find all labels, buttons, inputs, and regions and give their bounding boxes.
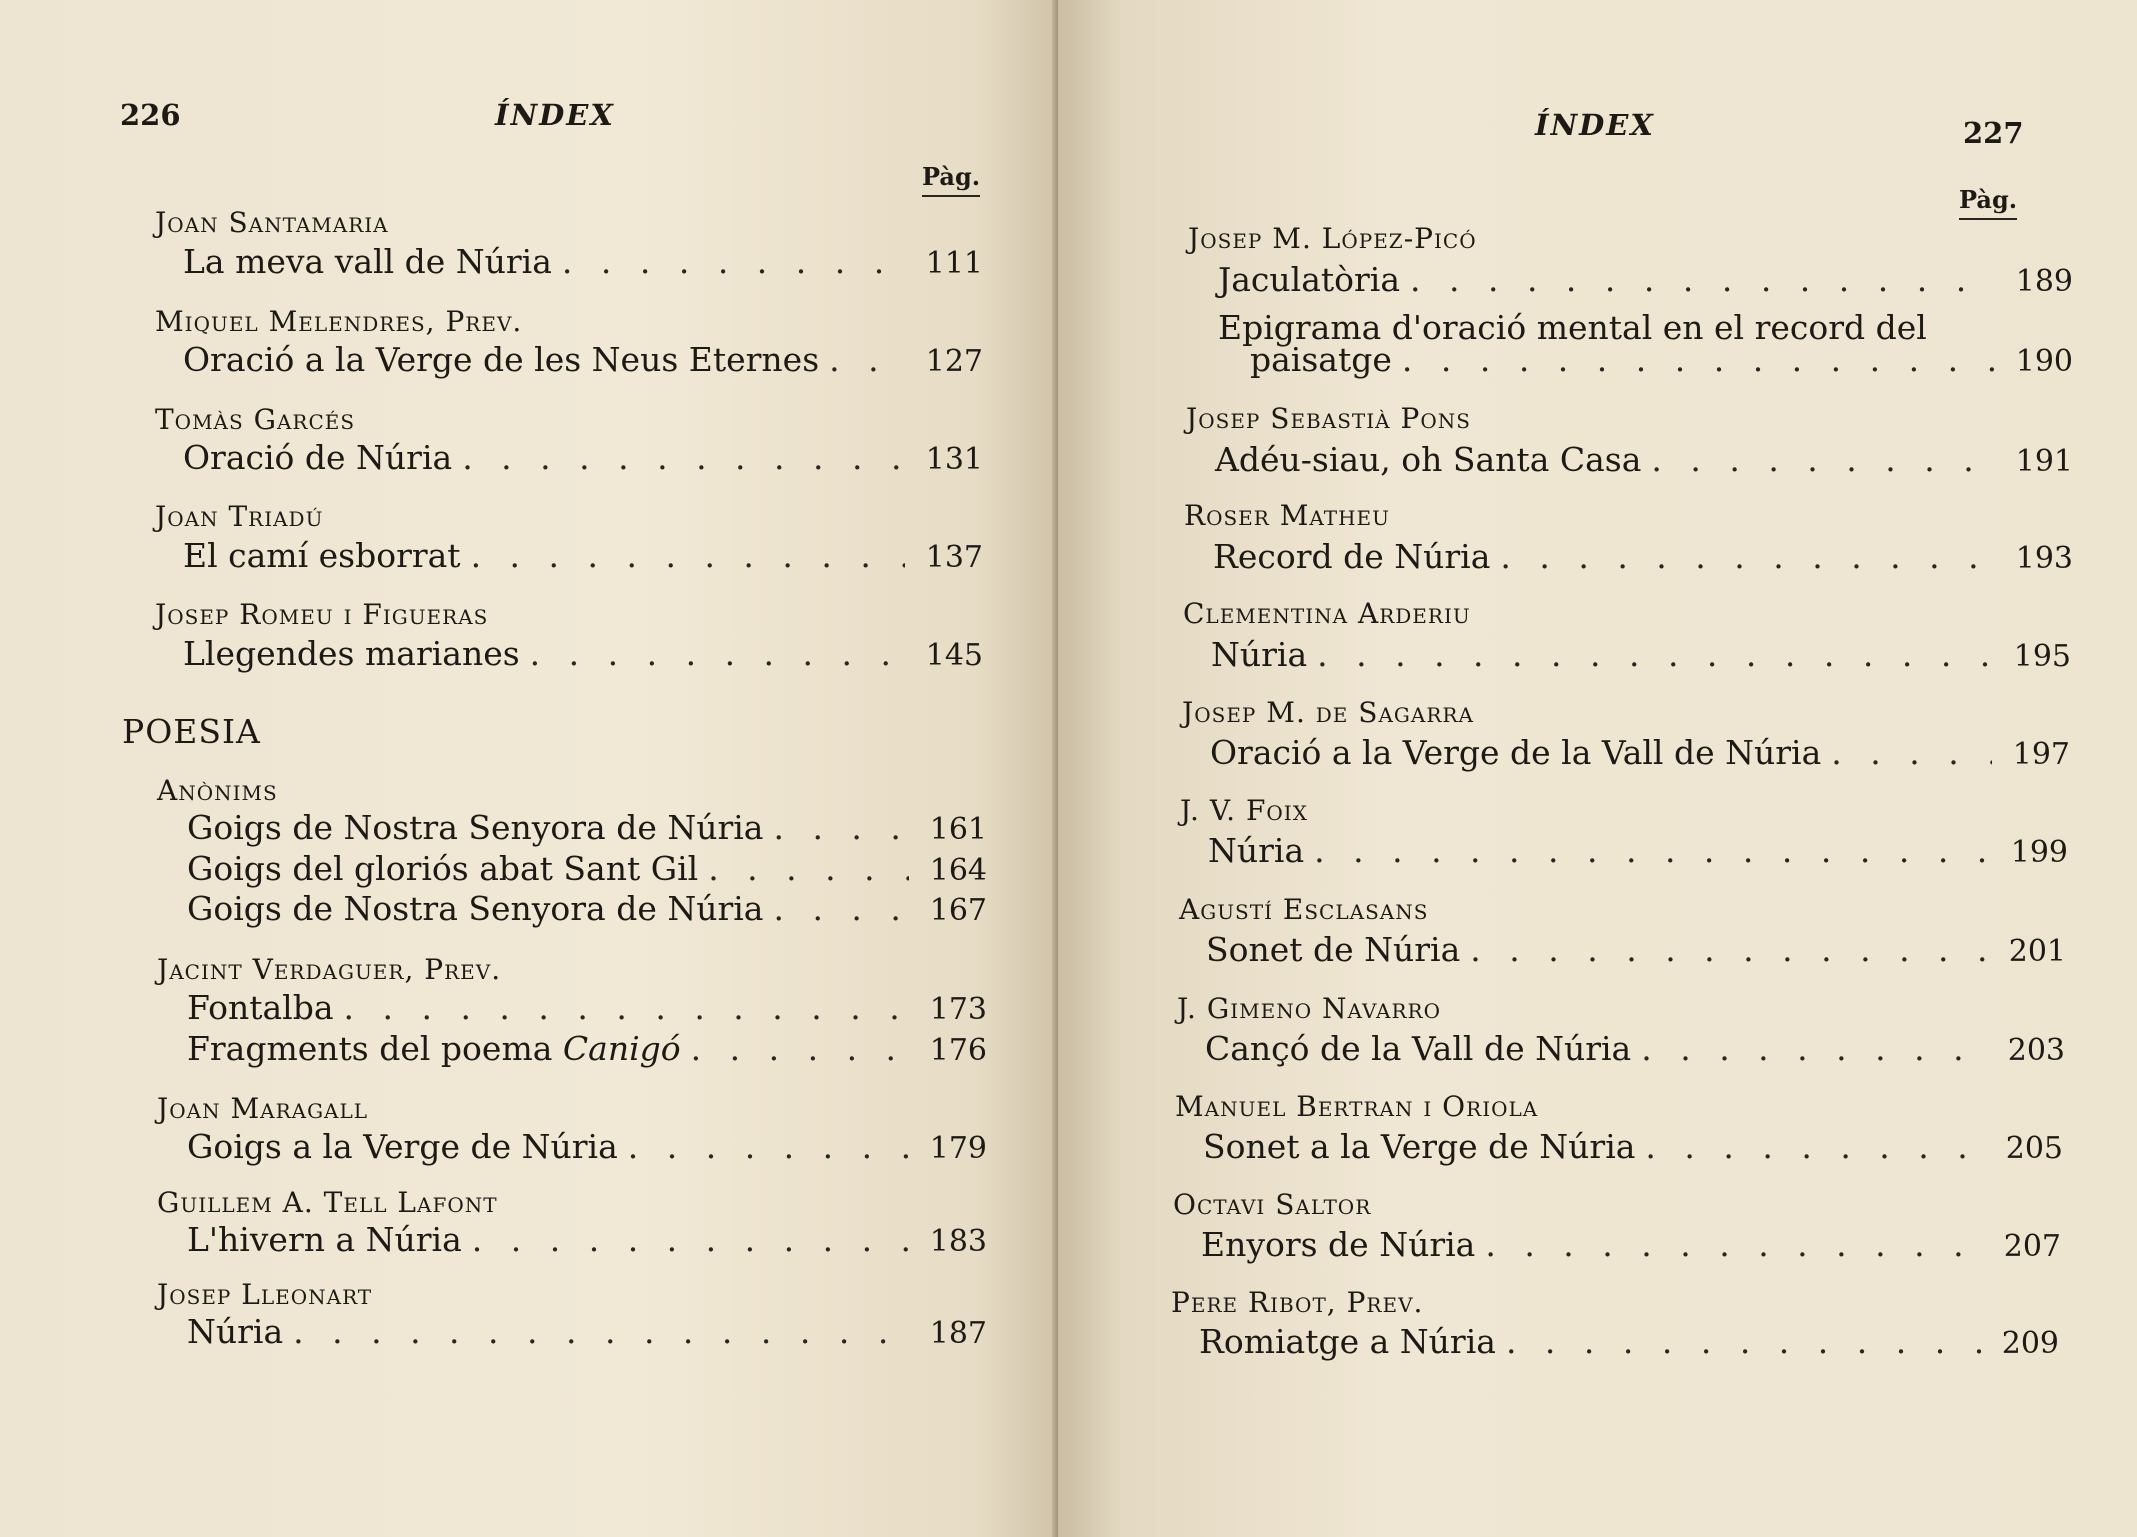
entry-title-text: Fragments del poema: [187, 1029, 563, 1068]
leader-dots: [829, 340, 905, 379]
author-name: Clementina Arderiu: [1183, 597, 1471, 630]
toc-entry: [187, 889, 987, 929]
author-name: Josep M. de Sagarra: [1182, 696, 1474, 729]
author-name: Pere Ribot, Prev.: [1171, 1286, 1424, 1319]
entry-title: Goigs de Nostra Senyora de Núria: [187, 889, 764, 928]
entry-title: Record de Núria: [1213, 537, 1491, 576]
entry-page: 203: [2007, 1033, 2065, 1068]
leader-dots: [773, 889, 909, 928]
entry-page: 179: [929, 1131, 987, 1166]
entry-title: Núria: [1211, 635, 1308, 674]
author-name: Josep Romeu i Figueras: [155, 598, 489, 631]
entry-title: paisatge: [1250, 340, 1392, 379]
entry-page: 111: [925, 246, 983, 281]
entry-page: 167: [929, 893, 987, 928]
entry-title: El camí esborrat: [183, 536, 461, 575]
leader-dots: [1485, 1225, 1983, 1264]
author-name: Josep Lleonart: [157, 1278, 373, 1311]
author-name: Tomàs Garcés: [155, 403, 356, 436]
entry-page: 201: [2008, 934, 2066, 969]
entry-page: 191: [2015, 444, 2073, 479]
entry-title: Goigs del gloriós abat Sant Gil: [187, 849, 699, 888]
leader-dots: [471, 536, 905, 575]
entry-page: 209: [2001, 1326, 2059, 1361]
toc-entry: [187, 808, 987, 848]
leader-dots: [708, 849, 909, 888]
entry-title: La meva vall de Núria: [183, 242, 552, 281]
entry-page: 205: [2005, 1131, 2063, 1166]
entry-title: Núria: [1208, 831, 1305, 870]
entry-title-line: Epigrama d'oració mental en el record del: [1218, 308, 1927, 347]
author-name: Manuel Bertran i Oriola: [1175, 1090, 1539, 1123]
entry-title: Goigs de Nostra Senyora de Núria: [187, 808, 764, 847]
toc-entry: [187, 1312, 987, 1352]
author-name: Josep M. López-Picó: [1188, 222, 1477, 255]
entry-title: Oració de Núria: [183, 438, 453, 477]
author-name: Octavi Saltor: [1173, 1188, 1372, 1221]
running-head: ÍNDEX: [1535, 108, 1655, 142]
author-name: Miquel Melendres, Prev.: [155, 305, 523, 338]
left-page: [0, 0, 1060, 1537]
leader-dots: [628, 1127, 909, 1166]
toc-entry: [1205, 1029, 2065, 1069]
entry-page: 127: [925, 344, 983, 379]
entry-title: Adéu-siau, oh Santa Casa: [1215, 440, 1642, 479]
author-name: Josep Sebastià Pons: [1186, 402, 1471, 435]
author-name: Roser Matheu: [1184, 499, 1390, 532]
toc-entry: [1199, 1322, 2059, 1362]
toc-entry: [1213, 537, 2073, 577]
entry-title: Goigs a la Verge de Núria: [187, 1127, 618, 1166]
right-page: [1058, 0, 2137, 1537]
leader-dots: [1317, 635, 1993, 674]
author-name: J. Gimeno Navarro: [1177, 992, 1441, 1025]
toc-entry: [1250, 340, 2073, 380]
leader-dots: [344, 988, 909, 1027]
author-name: Agustí Esclasans: [1179, 893, 1429, 926]
pag-column-label: Pàg.: [922, 162, 980, 197]
leader-dots: [1410, 260, 1995, 299]
entry-title: Llegendes marianes: [183, 634, 520, 673]
author-name: Guillem A. Tell Lafont: [157, 1186, 498, 1219]
entry-page: 197: [2012, 737, 2070, 772]
author-name: Joan Santamaria: [155, 206, 389, 239]
entry-page: 193: [2015, 541, 2073, 576]
author-name: Joan Triadú: [155, 500, 324, 533]
leader-dots: [562, 242, 905, 281]
leader-dots: [1645, 1127, 1985, 1166]
leader-dots: [1470, 930, 1988, 969]
leader-dots: [1641, 1029, 1987, 1068]
leader-dots: [1402, 340, 1995, 379]
toc-entry: [1208, 831, 2068, 871]
entry-page: 207: [2003, 1229, 2061, 1264]
page-number: 226: [120, 98, 181, 132]
toc-entry: [187, 1127, 987, 1167]
toc-entry: [1211, 635, 2071, 675]
leader-dots: [1506, 1322, 1981, 1361]
author-name: Jacint Verdaguer, Prev.: [157, 953, 502, 986]
entry-page: 173: [929, 992, 987, 1027]
entry-page: 190: [2015, 344, 2073, 379]
leader-dots: [1831, 733, 1992, 772]
running-head: ÍNDEX: [495, 98, 615, 132]
entry-title: Enyors de Núria: [1201, 1225, 1476, 1264]
leader-dots: [530, 634, 905, 673]
entry-title: Romiatge a Núria: [1199, 1322, 1496, 1361]
leader-dots: [1500, 537, 1995, 576]
toc-entry: [1203, 1127, 2063, 1167]
entry-page: 183: [929, 1224, 987, 1259]
author-name: Anònims: [157, 774, 278, 807]
section-title: POESIA: [122, 712, 261, 751]
entry-title: [187, 1029, 691, 1068]
leader-dots: [472, 1220, 909, 1259]
entry-page: 195: [2013, 639, 2071, 674]
leader-dots: [1651, 440, 1995, 479]
toc-entry: [187, 988, 987, 1028]
author-name: J. V. Foix: [1180, 794, 1308, 827]
entry-title: Oració a la Verge de la Vall de Núria: [1210, 733, 1822, 772]
toc-entry: [1210, 733, 2070, 773]
entry-page: 199: [2010, 835, 2068, 870]
entry-page: 189: [2015, 264, 2073, 299]
leader-dots: [293, 1312, 909, 1351]
leader-dots: [691, 1029, 909, 1068]
toc-entry: [1201, 1225, 2061, 1265]
entry-page: 187: [929, 1316, 987, 1351]
entry-title: Fontalba: [187, 988, 334, 1027]
entry-page: 145: [925, 638, 983, 673]
toc-entry: [183, 438, 983, 478]
entry-title-italic: Canigó: [562, 1029, 681, 1068]
toc-entry: [187, 849, 987, 889]
pag-column-label: Pàg.: [1959, 185, 2017, 220]
toc-entry: [183, 634, 983, 674]
entry-title: L'hivern a Núria: [187, 1220, 462, 1259]
toc-entry: [1215, 440, 2073, 480]
entry-page: 131: [925, 442, 983, 477]
entry-title: Sonet de Núria: [1206, 930, 1461, 969]
toc-entry: [187, 1029, 987, 1069]
entry-title: Jaculatòria: [1218, 260, 1400, 299]
toc-entry: [183, 242, 983, 282]
entry-page: 137: [925, 540, 983, 575]
entry-page: 161: [929, 812, 987, 847]
toc-entry: [183, 340, 983, 380]
author-name: Joan Maragall: [157, 1092, 369, 1125]
entry-title: Núria: [187, 1312, 284, 1351]
toc-entry: [1218, 260, 2073, 300]
entry-title: Cançó de la Vall de Núria: [1205, 1029, 1632, 1068]
entry-title: Oració a la Verge de les Neus Eternes: [183, 340, 820, 379]
entry-page: 164: [929, 853, 987, 888]
entry-title: Sonet a la Verge de Núria: [1203, 1127, 1636, 1166]
leader-dots: [462, 438, 905, 477]
toc-entry: [187, 1220, 987, 1260]
toc-entry: [1206, 930, 2066, 970]
leader-dots: [773, 808, 909, 847]
toc-entry: [183, 536, 983, 576]
entry-page: 176: [929, 1033, 987, 1068]
page-number: 227: [1963, 116, 2024, 150]
leader-dots: [1314, 831, 1990, 870]
